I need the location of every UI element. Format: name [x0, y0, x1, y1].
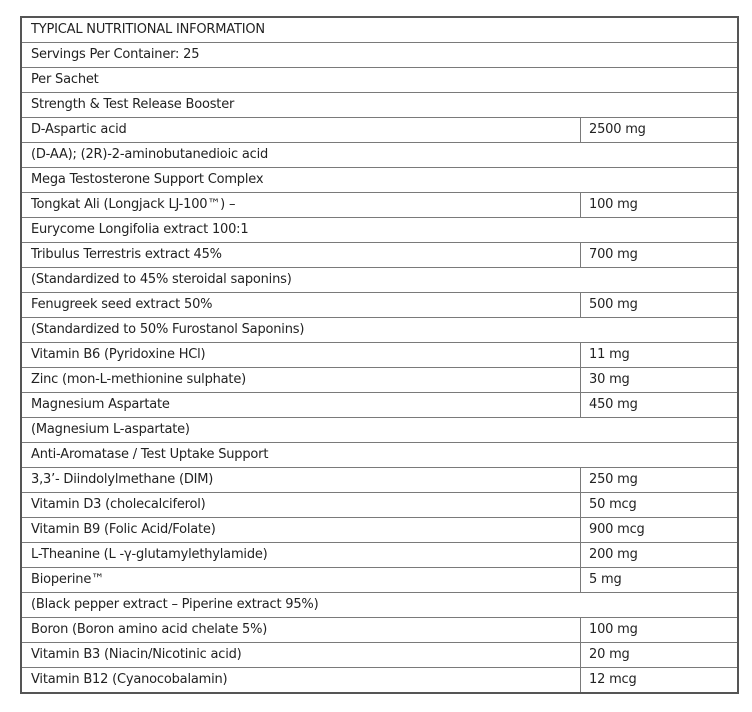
table-row	[22, 292, 737, 317]
ingredient-amount: 900 mcg	[580, 518, 737, 542]
ingredient-name: Vitamin D3 (cholecalciferol)	[31, 497, 206, 512]
table-row	[22, 467, 737, 492]
table-row	[22, 367, 737, 392]
table-row	[22, 242, 737, 267]
table-row	[22, 592, 737, 617]
ingredient-name: Bioperine™	[31, 572, 104, 587]
ingredient-amount: 700 mg	[580, 243, 737, 267]
ingredient-name: 3,3’- Diindolylmethane (DIM)	[31, 472, 214, 487]
ingredient-name: Vitamin B3 (Niacin/Nicotinic acid)	[31, 647, 242, 662]
table-row	[22, 542, 737, 567]
table-row	[22, 392, 737, 417]
ingredient-name: (Magnesium L-aspartate)	[31, 422, 190, 437]
nutrition-table	[20, 16, 739, 694]
table-row	[22, 217, 737, 242]
table-row	[22, 667, 737, 692]
ingredient-amount: 2500 mg	[580, 118, 737, 142]
ingredient-name: Tribulus Terrestris extract 45%	[31, 247, 222, 262]
table-row	[22, 417, 737, 442]
ingredient-name: (D-AA); (2R)-2-aminobutanedioic acid	[31, 147, 269, 162]
table-row	[22, 67, 737, 92]
ingredient-name: Eurycome Longifolia extract 100:1	[31, 222, 249, 237]
table-row	[22, 142, 737, 167]
ingredient-amount: 20 mg	[580, 643, 737, 667]
ingredient-name: Magnesium Aspartate	[31, 397, 170, 412]
ingredient-name: Vitamin B12 (Cyanocobalamin)	[31, 672, 228, 687]
table-title: TYPICAL NUTRITIONAL INFORMATION	[31, 22, 265, 37]
table-row	[22, 117, 737, 142]
ingredient-name: Per Sachet	[31, 72, 99, 87]
ingredient-name: Tongkat Ali (Longjack LJ-100™) –	[31, 197, 236, 212]
table-header-row	[22, 18, 737, 42]
ingredient-name: Anti-Aromatase / Test Uptake Support	[31, 447, 269, 462]
table-row	[22, 492, 737, 517]
table-row	[22, 317, 737, 342]
ingredient-name: L-Theanine (L -γ-glutamylethylamide)	[31, 547, 268, 562]
ingredient-amount: 50 mcg	[580, 493, 737, 517]
ingredient-name: Servings Per Container: 25	[31, 47, 200, 62]
table-row	[22, 517, 737, 542]
table-row	[22, 642, 737, 667]
table-row	[22, 267, 737, 292]
ingredient-amount: 100 mg	[580, 193, 737, 217]
ingredient-name: Zinc (mon-L-methionine sulphate)	[31, 372, 246, 387]
ingredient-name: Strength & Test Release Booster	[31, 97, 235, 112]
ingredient-amount: 200 mg	[580, 543, 737, 567]
ingredient-name: Boron (Boron amino acid chelate 5%)	[31, 622, 268, 637]
table-row	[22, 567, 737, 592]
ingredient-name: Vitamin B9 (Folic Acid/Folate)	[31, 522, 216, 537]
ingredient-name: Vitamin B6 (Pyridoxine HCl)	[31, 347, 206, 362]
ingredient-amount: 250 mg	[580, 468, 737, 492]
ingredient-amount: 5 mg	[580, 568, 737, 592]
table-row	[22, 342, 737, 367]
ingredient-amount: 12 mcg	[580, 668, 737, 692]
table-row	[22, 92, 737, 117]
ingredient-amount: 500 mg	[580, 293, 737, 317]
ingredient-amount: 30 mg	[580, 368, 737, 392]
ingredient-name: Fenugreek seed extract 50%	[31, 297, 213, 312]
table-row	[22, 167, 737, 192]
ingredient-name: (Standardized to 50% Furostanol Saponins)	[31, 322, 305, 337]
ingredient-name: D-Aspartic acid	[31, 122, 127, 137]
ingredient-amount: 11 mg	[580, 343, 737, 367]
table-row	[22, 442, 737, 467]
ingredient-name: Mega Testosterone Support Complex	[31, 172, 264, 187]
ingredient-name: (Black pepper extract – Piperine extract 95%)	[31, 597, 319, 612]
table-row	[22, 42, 737, 67]
ingredient-name: (Standardized to 45% steroidal saponins)	[31, 272, 292, 287]
table-row	[22, 617, 737, 642]
ingredient-amount: 100 mg	[580, 618, 737, 642]
ingredient-amount: 450 mg	[580, 393, 737, 417]
table-row	[22, 192, 737, 217]
